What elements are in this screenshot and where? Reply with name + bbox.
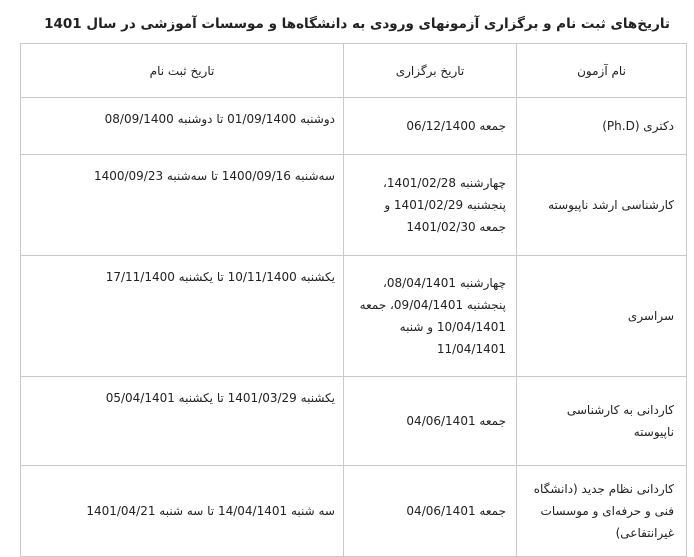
page-title: تاریخ‌های ثبت نام و برگزاری آزمونهای ورودی به دانشگاه‌ها و موسسات آموزشی در سال 1401 <box>44 16 670 32</box>
table-row <box>21 256 687 377</box>
held-date-cell: جمعه 06/12/1400 <box>344 98 517 155</box>
table-row <box>21 98 687 155</box>
exam-schedule-table <box>20 43 687 557</box>
exam-name-cell: کارشناسی ارشد ناپیوسته <box>517 155 687 256</box>
table-row <box>21 155 687 256</box>
exam-name-cell: کاردانی به کارشناسی ناپیوسته <box>517 377 687 466</box>
table-row <box>21 377 687 466</box>
held-date-cell: چهارشنبه 1401/02/28، پنجشنبه 1401/02/29 و جمعه 1401/02/30 <box>344 155 517 256</box>
registration-date-cell: دوشنبه 01/09/1400 تا دوشنبه 08/09/1400 <box>21 98 344 155</box>
registration-date-cell: سه‌شنبه 1400/09/16 تا سه‌شنبه 1400/09/23 <box>21 155 344 256</box>
exam-name-cell: کاردانی نظام جدید (دانشگاه فنی و حرفه‌ای و موسسات غیرانتفاعی) <box>517 466 687 557</box>
held-date-cell: جمعه 04/06/1401 <box>344 377 517 466</box>
registration-date-cell: سه شنبه 14/04/1401 تا سه شنبه 1401/04/21 <box>21 466 344 557</box>
header-registration-date: تاریخ ثبت نام <box>21 44 344 98</box>
header-exam-name: نام آزمون <box>517 44 687 98</box>
table-header-row <box>21 44 687 98</box>
header-held-date: تاریخ برگزاری <box>344 44 517 98</box>
table-row <box>21 466 687 557</box>
registration-date-cell: یکشنبه 10/11/1400 تا یکشنبه 17/11/1400 <box>21 256 344 377</box>
held-date-cell: جمعه 04/06/1401 <box>344 466 517 557</box>
held-date-cell: چهارشنبه 08/04/1401، پنجشنبه 09/04/1401، جمعه 10/04/1401 و شنبه 11/04/1401 <box>344 256 517 377</box>
registration-date-cell: یکشنبه 1401/03/29 تا یکشنبه 05/04/1401 <box>21 377 344 466</box>
exam-name-cell: سراسری <box>517 256 687 377</box>
exam-name-cell: دکتری (Ph.D) <box>517 98 687 155</box>
